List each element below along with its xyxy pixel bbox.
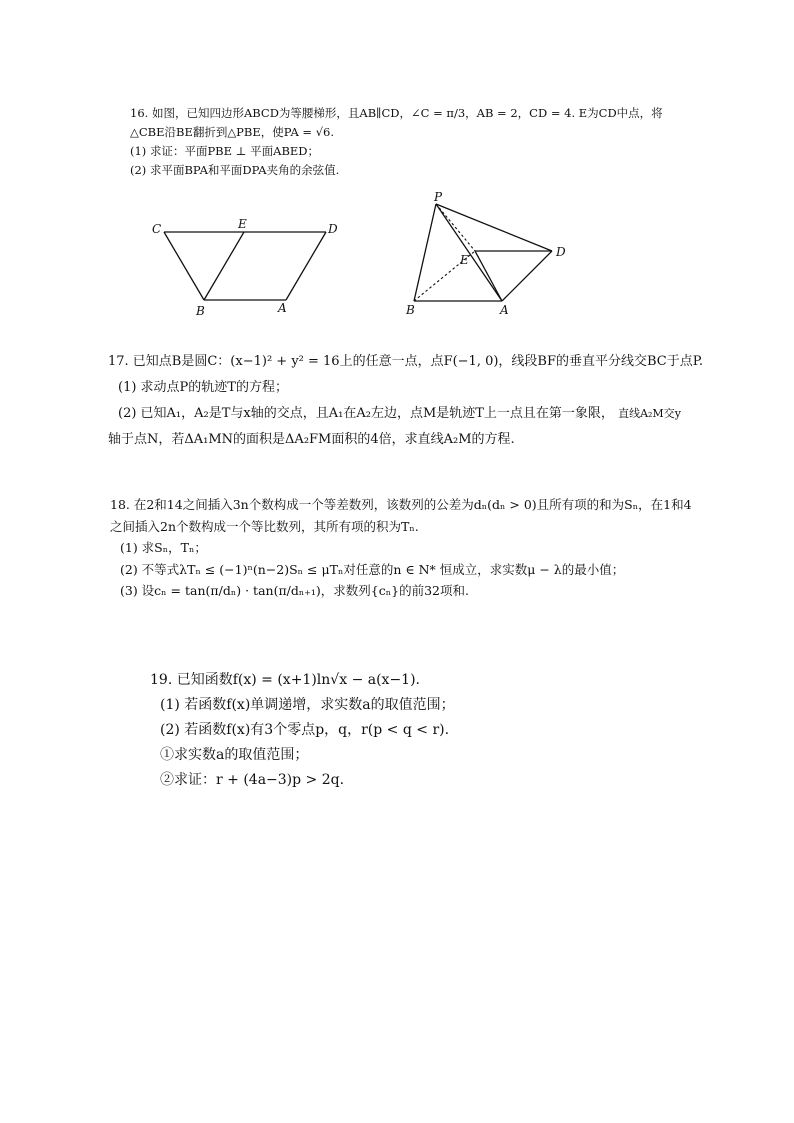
q19-stem: 19. 已知函数f(x) = (x+1)ln√x − a(x−1). — [150, 672, 420, 688]
question-17 — [108, 349, 708, 453]
question-16 — [130, 104, 670, 180]
q16-stem-line1: 16. 如图，已知四边形ABCD为等腰梯形，且AB∥CD，∠C = π/3，AB = 2，CD = 4. E为CD中点，将 — [130, 106, 663, 120]
q19-part2-ii: ②求证：r + (4a−3)p > 2q. — [160, 772, 345, 788]
label-e: E — [238, 217, 247, 231]
pyramid-diagram — [404, 190, 576, 318]
edge-ea — [475, 251, 502, 301]
q17-part2 — [108, 401, 708, 427]
edge-ad — [286, 232, 326, 300]
edge-pa — [436, 204, 502, 301]
pyramid-figure — [404, 190, 576, 318]
label-d: D — [556, 245, 566, 259]
edge-pd — [436, 204, 552, 251]
edge-pe-hidden — [436, 204, 475, 251]
q19-part2-i: ①求实数a的取值范围； — [160, 747, 309, 763]
question-19 — [150, 668, 690, 793]
q18-part2: (2) 不等式λTₙ ≤ (−1)ⁿ(n−2)Sₙ ≤ μTₙ对任意的n ∈ N* 恒成立，求实数μ − λ的最小值； — [120, 561, 625, 577]
label-d: D — [328, 222, 338, 236]
q18-stem-line1: 18. 在2和14之间插入3n个数构成一个等差数列，该数列的公差为dₙ(dₙ > 0)且所有项的和为Sₙ，在1和4 — [110, 497, 692, 512]
q17-part2-text: (2) 已知A₁，A₂是T与x轴的交点，且A₁在A₂左边，点M是轨迹T上一点且在第一象限， — [118, 406, 614, 421]
question-18 — [110, 494, 750, 602]
edge-be — [204, 232, 244, 300]
label-b: B — [196, 304, 205, 318]
q16-part2: (2) 求平面BPA和平面DPA夹角的余弦值. — [130, 163, 340, 177]
edge-pb — [414, 204, 436, 301]
label-a: A — [278, 301, 287, 315]
q17-part2-cont: 轴于点N，若ΔA₁MN的面积是ΔA₂FM面积的4倍，求直线A₂M的方程. — [108, 432, 515, 447]
trapezoid-figure — [148, 214, 344, 318]
q17-part1: (1) 求动点P的轨迹T的方程； — [118, 380, 288, 395]
q17-part2-note: 直线A₂M交y — [618, 407, 681, 420]
label-b: B — [406, 303, 415, 317]
q16-stem-line2: △CBE沿BE翻折到△PBE，使PA = √6. — [130, 125, 334, 139]
q19-part2: (2) 若函数f(x)有3个零点p，q，r(p < q < r). — [160, 722, 450, 738]
label-p: P — [434, 190, 443, 204]
q18-stem-line2: 之间插入2n个数构成一个等比数列，其所有项的积为Tₙ. — [110, 518, 419, 534]
q19-part1: (1) 若函数f(x)单调递增，求实数a的取值范围； — [160, 697, 455, 713]
label-c: C — [152, 222, 162, 236]
q18-part3: (3) 设cₙ = tan(π/dₙ) · tan(π/dₙ₊₁)，求数列{cₙ}的前32项和. — [120, 583, 469, 598]
label-e: E — [460, 253, 469, 267]
trapezoid-diagram — [148, 214, 344, 318]
label-a: A — [500, 303, 509, 317]
edge-ad — [502, 251, 552, 301]
edge-cb — [164, 232, 204, 300]
q16-part1: (1) 求证：平面PBE ⊥ 平面ABED； — [130, 144, 320, 158]
q17-stem: 17. 已知点B是圆C：(x−1)² + y² = 16上的任意一点，点F(−1, 0)，线段BF的垂直平分线交BC于点P. — [108, 354, 703, 369]
q18-part1: (1) 求Sₙ，Tₙ； — [120, 540, 207, 555]
